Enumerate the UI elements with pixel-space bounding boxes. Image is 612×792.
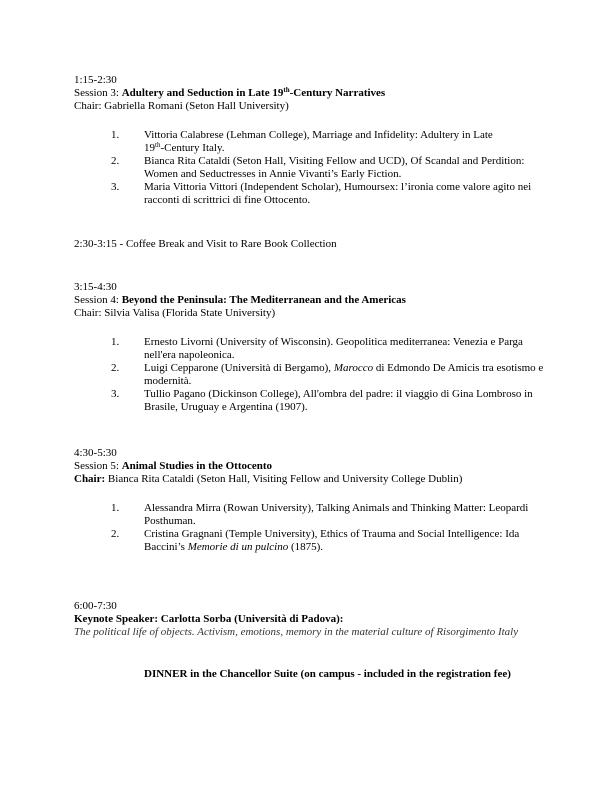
keynote-block	[74, 600, 544, 639]
talk-number: 2.	[111, 528, 120, 540]
talk-item	[74, 502, 544, 528]
talk-item	[74, 388, 544, 414]
talk-text: Bianca Rita Cataldi (Seton Hall, Visiting Fellow and UCD), Of Scandal and Perdition: Women and Seductresses in Annie Vivanti’s Early Fiction.	[144, 155, 525, 180]
session-title-part: Adultery and Seduction in Late 19	[121, 87, 284, 99]
talk-item	[74, 129, 544, 155]
session-time: 1:15-2:30	[74, 74, 117, 86]
session-time: 4:30-5:30	[74, 447, 117, 459]
session-5-header	[74, 447, 544, 486]
keynote-title: The political life of objects. Activism, emotions, memory in the material culture of Risorgimento Italy	[74, 626, 519, 638]
talk-number: 3.	[111, 388, 120, 400]
session-title: Beyond the Peninsula: The Mediterranean and the Americas	[121, 294, 406, 306]
session-prefix: Session 3:	[74, 87, 122, 99]
talk-number: 1.	[111, 336, 120, 348]
talk-number: 2.	[111, 155, 120, 167]
talk-text-part: Cristina Gragnani (Temple University), Ethics of Trauma and Social Intelligence: Ida Baccini’s	[144, 528, 520, 553]
session-prefix: Session 4:	[74, 294, 122, 306]
talk-text	[144, 528, 519, 553]
talk-text-part: 19	[144, 142, 155, 154]
chair-label: Chair:	[74, 473, 106, 485]
talk-text	[144, 362, 543, 387]
keynote-time: 6:00-7:30	[74, 600, 117, 612]
session-title	[122, 87, 386, 99]
session-chair	[74, 473, 544, 486]
session-title-sup: th	[283, 86, 290, 94]
talk-item	[74, 336, 544, 362]
talk-item	[74, 528, 544, 554]
session-chair: Chair: Gabriella Romani (Seton Hall University)	[74, 100, 289, 112]
dinner-note: DINNER in the Chancellor Suite (on campus - included in the registration fee)	[144, 668, 511, 680]
talk-item	[74, 362, 544, 388]
talk-item	[74, 181, 544, 207]
keynote-speaker: Keynote Speaker: Carlotta Sorba (Università di Padova):	[74, 613, 344, 625]
session-4-header	[74, 281, 544, 320]
session-title-line	[74, 87, 544, 100]
talk-text-part: di Edmondo De Amicis tra esotismo e modernità.	[144, 362, 544, 387]
talk-text: Maria Vittoria Vittori (Independent Scholar), Humoursex: l’ironia come valore agito nei racconti di scrittrici di fine Ottocento.	[144, 181, 532, 206]
session-chair: Chair: Silvia Valisa (Florida State University)	[74, 307, 276, 319]
talk-text-part: Luigi Cepparone (Università di Bergamo),	[144, 362, 334, 374]
coffee-break-text: 2:30-3:15 - Coffee Break and Visit to Rare Book Collection	[74, 238, 337, 250]
talk-text-sup: th	[155, 141, 161, 149]
coffee-break	[74, 238, 544, 251]
talk-item	[74, 155, 544, 181]
talk-number: 1.	[111, 502, 120, 514]
session-title: Animal Studies in the Ottocento	[121, 460, 273, 472]
session-4-talks	[74, 336, 544, 414]
session-5-talks	[74, 502, 544, 554]
talk-text: Alessandra Mirra (Rowan University), Talking Animals and Thinking Matter: Leopardi Posthuman.	[144, 502, 529, 527]
session-prefix: Session 5:	[74, 460, 122, 472]
talk-text-part: -Century Italy.	[160, 142, 225, 154]
session-time: 3:15-4:30	[74, 281, 117, 293]
talk-text	[144, 142, 544, 155]
talk-book-title: Memorie di un pulcino	[187, 541, 289, 553]
chair-name: Bianca Rita Cataldi (Seton Hall, Visiting Fellow and University College Dublin)	[105, 473, 463, 485]
talk-text: Vittoria Calabrese (Lehman College), Marriage and Infidelity: Adultery in Late	[144, 129, 493, 141]
session-title-line	[74, 460, 544, 473]
talk-text: Ernesto Livorni (University of Wisconsin). Geopolitica mediterranea: Venezia e Parga nell'era napoleonica.	[144, 336, 523, 361]
talk-text: Tullio Pagano (Dickinson College), All'ombra del padre: il viaggio di Gina Lombroso in Brasile, Uruguay e Argentina (1907).	[144, 388, 533, 413]
talk-number: 3.	[111, 181, 120, 193]
session-3-talks	[74, 129, 544, 207]
talk-text-part: (1875).	[288, 541, 324, 553]
talk-number: 2.	[111, 362, 120, 374]
session-title-part: -Century Narratives	[289, 87, 386, 99]
session-3-header	[74, 74, 544, 113]
session-title-line	[74, 294, 544, 307]
talk-book-title: Marocco	[333, 362, 374, 374]
talk-number: 1.	[111, 129, 120, 141]
